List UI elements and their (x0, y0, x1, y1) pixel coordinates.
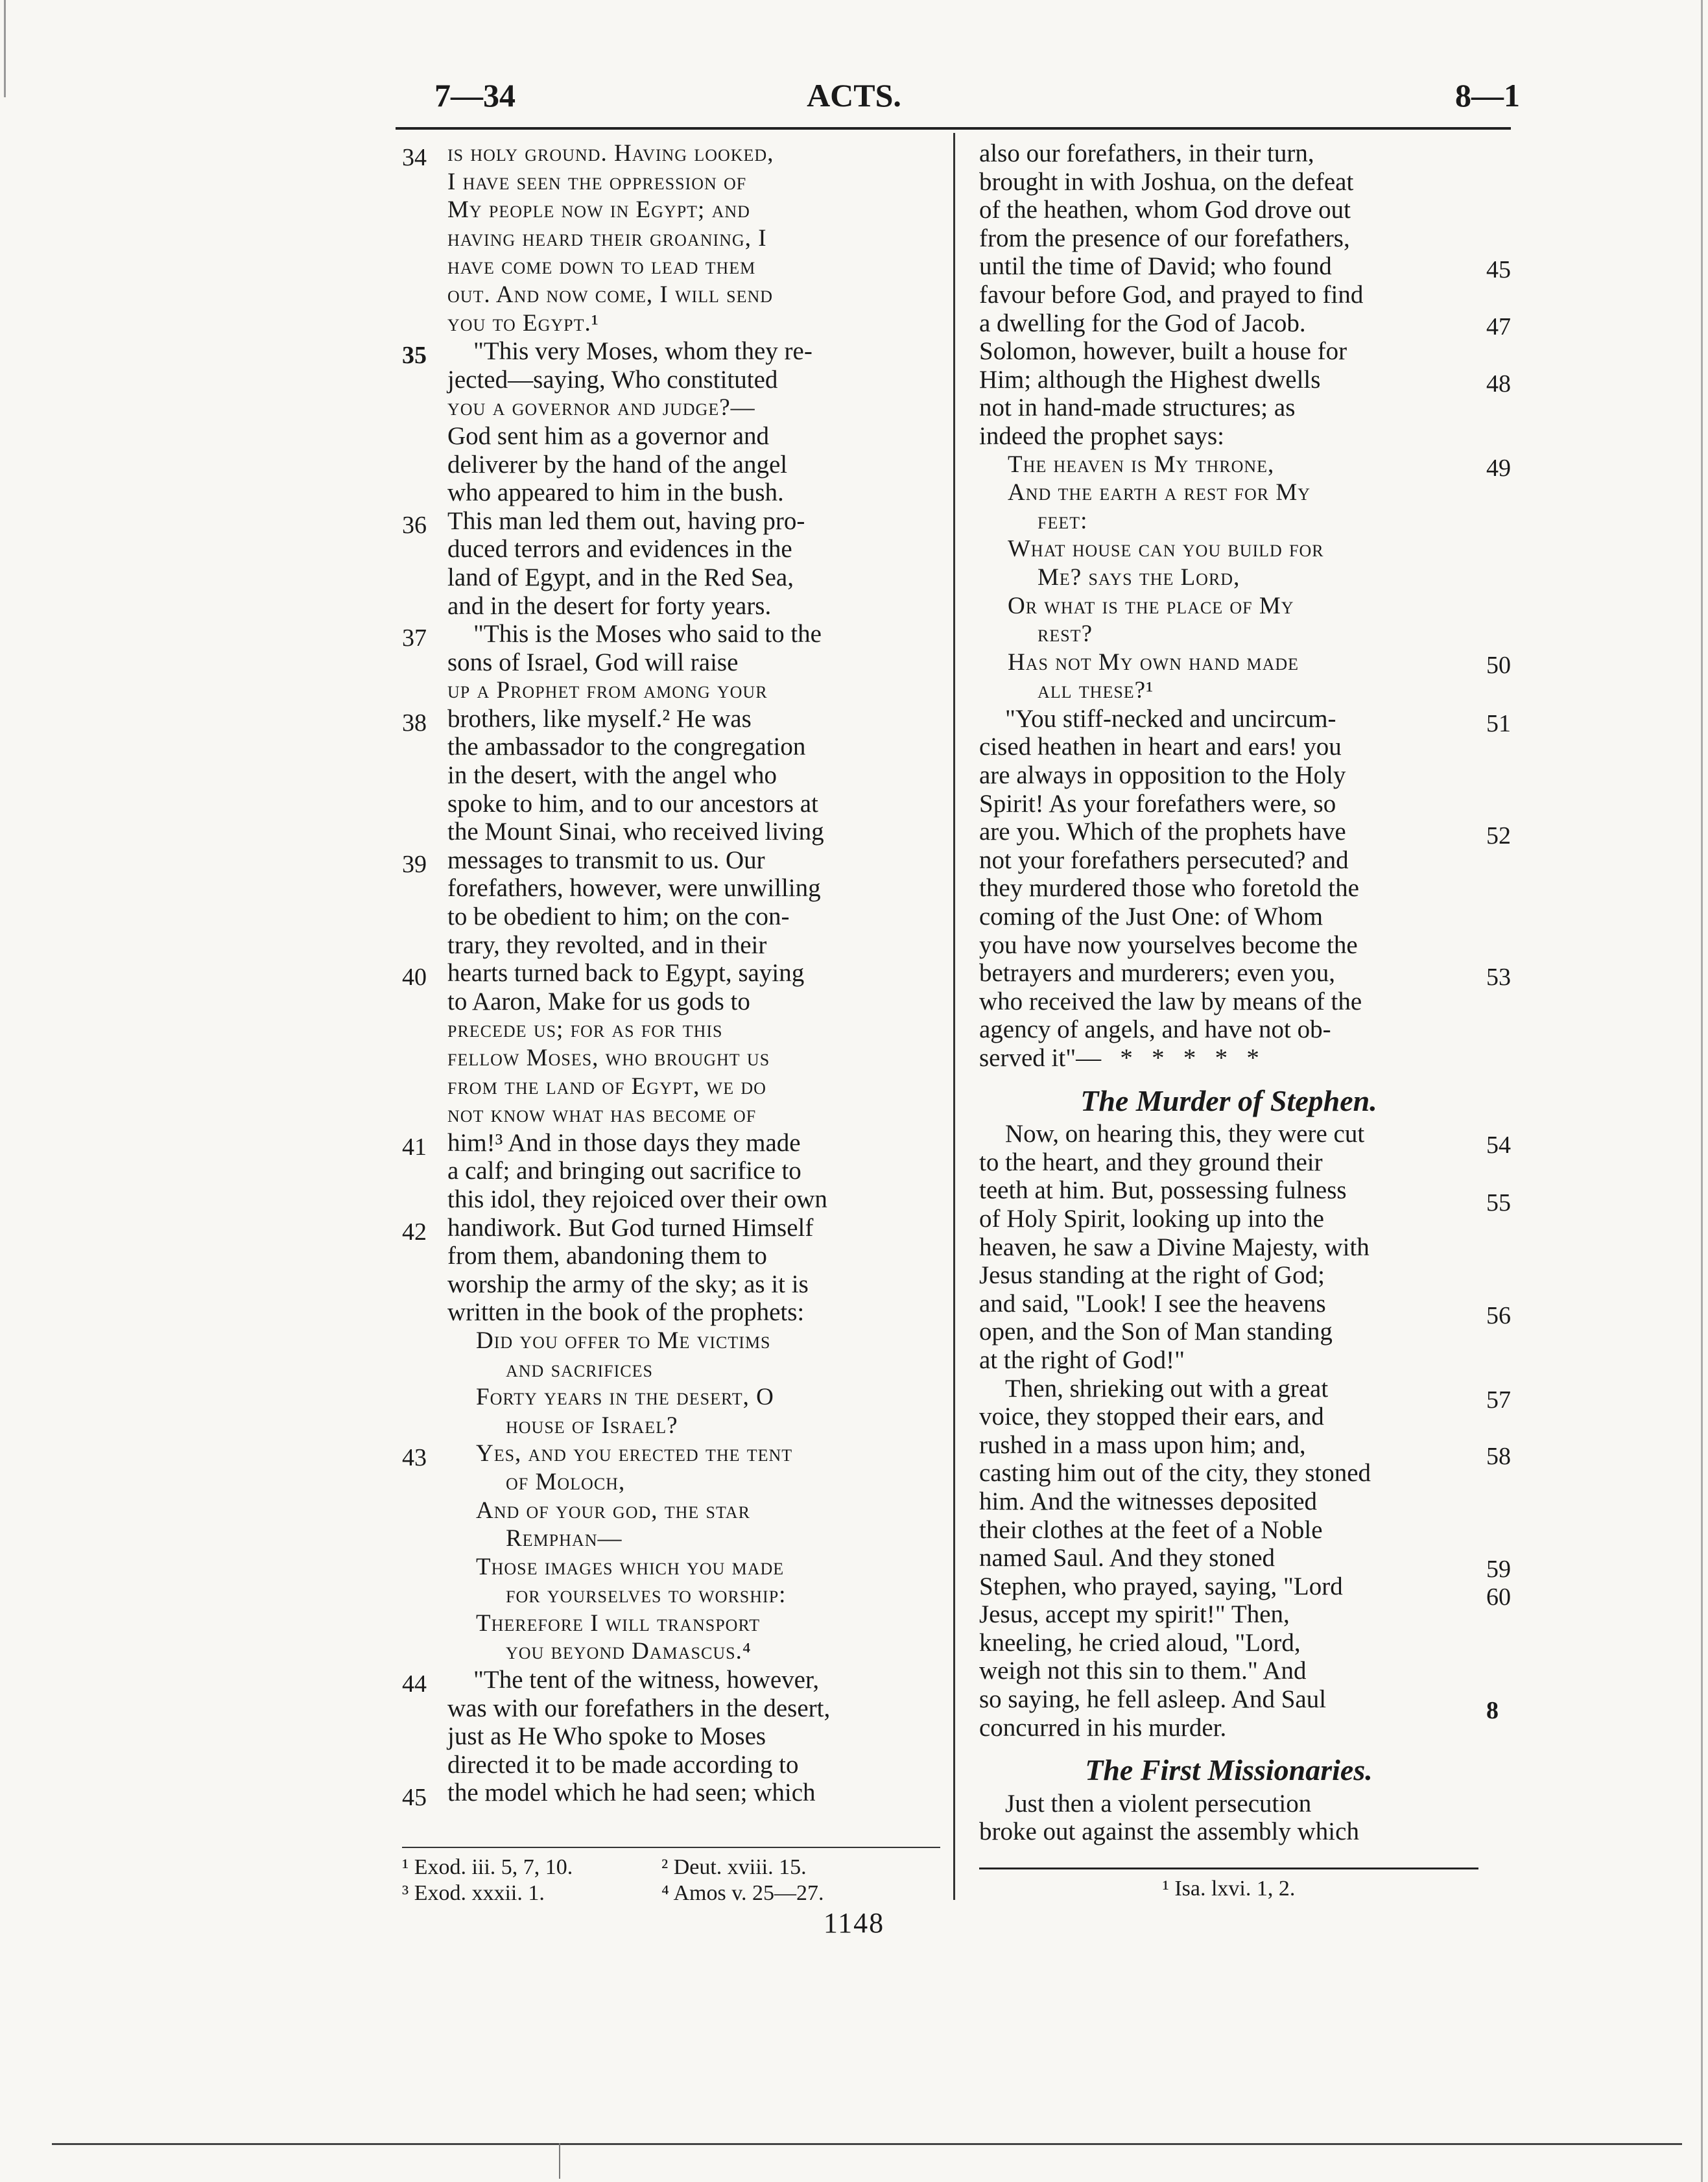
text-line: Him; although the Highest dwells (979, 365, 1321, 394)
quote-line: you beyond Damascus.⁴ (506, 1638, 752, 1665)
verse-number: 37 (402, 624, 427, 652)
text-line: Then, shrieking out with a great (1005, 1374, 1329, 1403)
verse-number: 39 (402, 851, 427, 878)
footnote: ¹ Isa. lxvi. 1, 2. (1162, 1877, 1296, 1901)
text-line: the ambassador to the congregation (447, 733, 806, 761)
scan-edge (1701, 0, 1703, 2182)
verse-number: 44 (402, 1670, 427, 1698)
text-line: concurred in his murder. (979, 1713, 1227, 1742)
text-line: him. And the witnesses deposited (979, 1487, 1318, 1515)
text-line: from them, abandoning them to (447, 1242, 767, 1270)
text-line: teeth at him. But, possessing fulness (979, 1176, 1347, 1205)
text-line: was with our forefathers in the desert, (447, 1694, 831, 1722)
text-line: worship the army of the sky; as it is (447, 1270, 809, 1298)
text-line: open, and the Son of Man standing (979, 1318, 1333, 1346)
book-title: ACTS. (807, 77, 901, 113)
quote-line: and sacrifices (506, 1355, 653, 1382)
text-line: sons of Israel, God will raise (447, 648, 739, 676)
text-line: a calf; and bringing out sacrifice to (447, 1157, 801, 1185)
text-line: up a Prophet from among your (447, 677, 768, 704)
text-line: out. And now come, I will send (447, 281, 774, 308)
verse-number: 8 (1486, 1697, 1499, 1724)
text-line: of the heathen, whom God drove out (979, 196, 1351, 224)
header-rule (396, 127, 1511, 130)
text-line: jected—saying, Who constituted (447, 365, 778, 394)
text-line: who appeared to him in the bush. (447, 479, 784, 507)
footnote: ¹ Exod. iii. 5, 7, 10. (402, 1855, 573, 1879)
verse-number: 47 (1486, 313, 1511, 340)
divider (559, 2143, 560, 2179)
text-line: betrayers and murderers; even you, (979, 959, 1336, 988)
text-line: their clothes at the feet of a Noble (979, 1515, 1323, 1544)
text-line: "This is the Moses who said to the (473, 620, 822, 648)
verse-number: 54 (1486, 1132, 1511, 1159)
text-line: fellow Moses, who brought us (447, 1045, 770, 1071)
footnote: ⁴ Amos v. 25—27. (661, 1881, 824, 1905)
quote-line: Forty years in the desert, O (476, 1384, 774, 1411)
footnote: ² Deut. xviii. 15. (661, 1855, 807, 1879)
text-line: rushed in a mass upon him; and, (979, 1430, 1306, 1459)
verse-number: 53 (1486, 964, 1511, 991)
text-line: in the desert, with the angel who (447, 761, 777, 790)
text-line: cised heathen in heart and ears! you (979, 733, 1342, 761)
text-line: Stephen, who prayed, saying, "Lord (979, 1572, 1343, 1600)
verse-number: 52 (1486, 822, 1511, 849)
text-line: served it"— * * * * * (979, 1044, 1259, 1072)
text-line: directed it to be made according to (447, 1750, 799, 1779)
quote-line: Therefore I will transport (476, 1609, 761, 1637)
text-line: heaven, he saw a Divine Majesty, with (979, 1233, 1370, 1261)
text-line: and in the desert for forty years. (447, 591, 772, 620)
verse-number: 48 (1486, 370, 1511, 397)
text-line: Just then a violent persecution (1005, 1789, 1312, 1818)
text-line: indeed the prophet says: (979, 421, 1224, 450)
running-header (0, 77, 1708, 122)
verse-number: 57 (1486, 1386, 1511, 1414)
text-line: Spirit! As your forefathers were, so (979, 789, 1336, 818)
text-line: named Saul. And they stoned (979, 1544, 1275, 1572)
text-line: have come down to lead them (447, 253, 756, 280)
text-line: favour before God, and prayed to find (979, 280, 1364, 309)
verse-number: 60 (1486, 1583, 1511, 1611)
divider (52, 2143, 1682, 2145)
verse-number: 49 (1486, 455, 1511, 482)
header-chapter-start: 7—34 (434, 77, 516, 113)
header-chapter-end: 8—1 (1455, 77, 1520, 113)
quote-line: feet: (1038, 507, 1088, 534)
left-column (447, 139, 934, 1807)
text-line: to be obedient to him; on the con- (447, 903, 790, 931)
text-line: until the time of David; who found (979, 252, 1332, 281)
text-line: "The tent of the witness, however, (473, 1666, 820, 1694)
verse-number: 58 (1486, 1443, 1511, 1470)
text-line: the Mount Sinai, who received living (447, 818, 824, 846)
text-line: forefathers, however, were unwilling (447, 874, 821, 903)
quote-line: Those images which you made (476, 1553, 785, 1580)
text-line: at the right of God!" (979, 1346, 1185, 1374)
text-line: to Aaron, Make for us gods to (447, 987, 750, 1015)
verse-number: 36 (402, 512, 427, 539)
verse-number: 55 (1486, 1189, 1511, 1216)
text-line: This man led them out, having pro- (447, 506, 805, 535)
text-line: the model which he had seen; which (447, 1779, 816, 1807)
text-line: voice, they stopped their ears, and (979, 1403, 1324, 1431)
text-line: handiwork. But God turned Himself (447, 1213, 814, 1242)
quote-line: Remphan— (506, 1525, 623, 1552)
text-line: you have now yourselves become the (979, 931, 1358, 959)
text-line: brought in with Joshua, on the defeat (979, 167, 1354, 196)
quote-line: Yes, and you erected the tent (476, 1440, 793, 1467)
text-line: from the presence of our forefathers, (979, 224, 1350, 252)
text-line: him!³ And in those days they made (447, 1128, 801, 1157)
footnotes-right (979, 1868, 1478, 1902)
footnote: ³ Exod. xxxii. 1. (402, 1881, 545, 1905)
quote-line: for yourselves to worship: (506, 1582, 787, 1609)
footnotes-left (402, 1847, 940, 1906)
column-divider (953, 133, 955, 1900)
verse-number: 51 (1486, 710, 1511, 737)
page-number: 1148 (823, 1907, 885, 1939)
text-line: from the land of Egypt, we do (447, 1073, 766, 1100)
text-line: kneeling, he cried aloud, "Lord, (979, 1628, 1301, 1657)
quote-line: house of Israel? (506, 1412, 678, 1439)
text-line: this idol, they rejoiced over their own (447, 1185, 827, 1213)
text-line: not know what has become of (447, 1101, 757, 1128)
text-line: spoke to him, and to our ancestors at (447, 789, 818, 818)
quote-line: Has not My own hand made (1008, 648, 1299, 676)
verse-number: 41 (402, 1133, 427, 1161)
text-line: to the heart, and they ground their (979, 1148, 1323, 1176)
quote-line: Did you offer to Me victims (476, 1327, 771, 1354)
text-line: Solomon, however, built a house for (979, 337, 1347, 366)
text-line: land of Egypt, and in the Red Sea, (447, 563, 794, 591)
text-line: "This very Moses, whom they re- (473, 337, 812, 366)
text-line: of Holy Spirit, looking up into the (979, 1204, 1324, 1233)
verse-number: 43 (402, 1444, 427, 1471)
quote-line: What house can you build for (1008, 536, 1324, 563)
quote-line: And the earth a rest for My (1008, 479, 1311, 506)
section-heading: The First Missionaries. (1085, 1753, 1373, 1787)
text-line: duced terrors and evidences in the (447, 535, 792, 563)
verse-number: 42 (402, 1218, 427, 1246)
text-line: they murdered those who foretold the (979, 874, 1359, 903)
verse-number: 45 (1486, 256, 1511, 283)
text-line: deliverer by the hand of the angel (447, 450, 788, 479)
text-line: and said, "Look! I see the heavens (979, 1289, 1326, 1318)
text-line: God sent him as a governor and (447, 421, 770, 450)
text-line: trary, they revolted, and in their (447, 931, 767, 959)
verse-number: 45 (402, 1784, 427, 1811)
text-line: Jesus standing at the right of God; (979, 1261, 1325, 1290)
text-line: Jesus, accept my spirit!" Then, (979, 1600, 1290, 1629)
text-line: broke out against the assembly which (979, 1818, 1359, 1846)
verse-number: 35 (402, 342, 427, 369)
text-line: precede us; for as for this (447, 1016, 723, 1043)
text-line: also our forefathers, in their turn, (979, 139, 1314, 167)
verse-number: 34 (402, 144, 427, 171)
text-line: casting him out of the city, they stoned (979, 1459, 1371, 1488)
quote-line: Me? says the Lord, (1038, 563, 1240, 591)
quote-line: Or what is the place of My (1008, 592, 1294, 619)
text-line: you a governor and judge?— (447, 394, 755, 421)
verse-number: 59 (1486, 1556, 1511, 1583)
quote-line: The heaven is My throne, (1008, 451, 1275, 478)
quote-line: rest? (1038, 621, 1093, 648)
text-line: messages to transmit to us. Our (447, 846, 765, 874)
text-line: brothers, like myself.² He was (447, 704, 752, 733)
verse-number: 38 (402, 709, 427, 737)
text-line: written in the book of the prophets: (447, 1298, 805, 1327)
text-line: My people now in Egypt; and (447, 196, 750, 224)
verse-number: 50 (1486, 652, 1511, 679)
text-line: "You stiff-necked and uncircum- (1005, 704, 1336, 733)
right-column (979, 139, 1478, 1846)
text-line: hearts turned back to Egypt, saying (447, 959, 805, 988)
text-line: weigh not this sin to them." And (979, 1657, 1307, 1685)
verse-number: 56 (1486, 1302, 1511, 1329)
text-line: who received the law by means of the (979, 987, 1362, 1015)
text-line: coming of the Just One: of Whom (979, 903, 1323, 931)
text-line: are always in opposition to the Holy (979, 761, 1346, 790)
text-line: a dwelling for the God of Jacob. (979, 309, 1306, 337)
text-line: having heard their groaning, I (447, 224, 767, 252)
verse-number: 40 (402, 964, 427, 991)
text-line: Now, on hearing this, they were cut (1005, 1120, 1365, 1148)
quote-line: And of your god, the star (476, 1497, 750, 1524)
quote-line: of Moloch, (506, 1468, 626, 1495)
section-heading: The Murder of Stephen. (1080, 1084, 1377, 1117)
text-line: you to Egypt.¹ (447, 309, 599, 337)
text-line: not in hand-made structures; as (979, 394, 1296, 422)
text-line: are you. Which of the prophets have (979, 818, 1346, 846)
text-line: I have seen the oppression of (447, 168, 747, 195)
text-line: not your forefathers persecuted? and (979, 846, 1349, 874)
text-line: just as He Who spoke to Moses (447, 1722, 766, 1751)
quote-line: all these?¹ (1038, 677, 1154, 704)
text-line: agency of angels, and have not ob- (979, 1015, 1331, 1044)
text-line: is holy ground. Having looked, (447, 140, 774, 167)
text-line: so saying, he fell asleep. And Saul (979, 1685, 1327, 1714)
